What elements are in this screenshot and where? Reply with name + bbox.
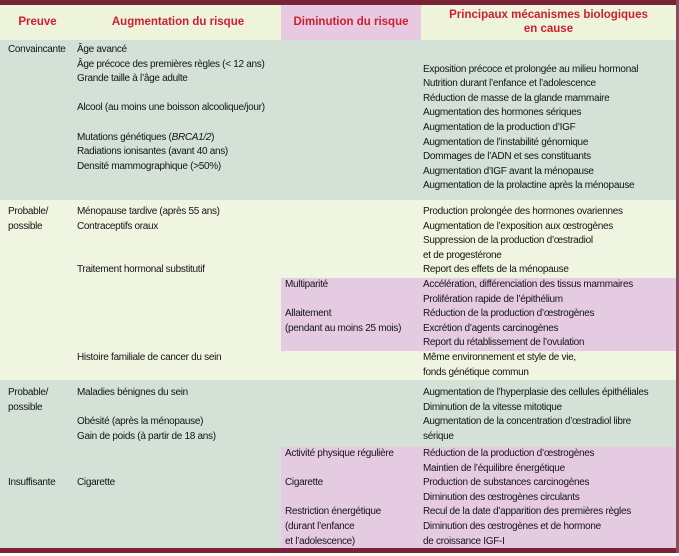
mecanismes-cell <box>421 205 676 278</box>
preuve-cell <box>0 43 75 200</box>
header-preuve <box>0 5 75 40</box>
table-cell-line: Production de substances carcinogènes <box>423 477 590 489</box>
table-cell-line <box>77 401 281 416</box>
table-cell-line: Obésité (après la ménopause) <box>77 416 204 428</box>
band-probable-1-familial <box>0 351 676 380</box>
diminution-cell <box>281 43 421 200</box>
header-mecanismes-label-line1: Principaux mécanismes biologiques <box>449 9 648 21</box>
preuve-cell <box>0 351 75 380</box>
table-cell-line: Accélération, différenciation des tissus mammaires <box>423 279 633 290</box>
table-cell-line: Augmentation de l’exposition aux œstrogènes <box>423 220 613 232</box>
table-cell-line: Augmentation de l’hyperplasie des cellules épithéliales <box>423 387 649 398</box>
table-cell-line: Réduction de la production d’œstrogènes <box>423 308 595 320</box>
table-cell-line <box>77 116 281 131</box>
diminution-cell <box>281 351 421 380</box>
header-augmentation <box>75 5 281 40</box>
band-probable-1-diminution <box>0 278 676 351</box>
augmentation-cell <box>75 43 281 200</box>
table-cell-line: Alcool (au moins une boisson alcoolique/jour) <box>77 102 265 114</box>
augmentation-cell <box>75 205 281 278</box>
table-cell-line: Maintien de l’équilibre énergétique <box>423 462 565 474</box>
table-cell-line: Même environnement et style de vie, <box>423 352 576 363</box>
table-cell-line: Excrétion d’agents carcinogènes <box>423 322 559 334</box>
table-cell-line <box>77 462 281 477</box>
table-cell-line: fonds génétique commun <box>423 366 529 378</box>
diminution-cell <box>281 278 421 351</box>
band-probable-2 <box>0 380 676 445</box>
preuve-cell <box>0 447 75 548</box>
table-cell-line: Augmentation des hormones sériques <box>423 107 582 119</box>
mecanismes-cell <box>421 351 676 380</box>
table-cell-line: Restriction énergétique <box>285 506 381 518</box>
table-cell-line: Contraceptifs oraux <box>77 220 159 232</box>
band-convaincante <box>0 40 676 200</box>
table-cell-line <box>77 249 281 264</box>
table-cell-line: Mutations génétiques (BRCA1/2) <box>77 131 215 143</box>
table-cell-line: possible <box>8 401 43 413</box>
table-cell-line: Cigarette <box>285 477 323 489</box>
diminution-cell <box>281 205 421 278</box>
header-mecanismes <box>421 5 676 40</box>
table-cell-line: Allaitement <box>285 308 332 320</box>
table-cell-line <box>285 293 421 308</box>
table-cell-line: de croissance IGF-I <box>423 535 505 547</box>
band-probable-1 <box>0 200 676 278</box>
table-cell-line: Augmentation d’IGF avant la ménopause <box>423 165 594 177</box>
table-cell-line: Insuffisante <box>8 477 56 489</box>
diminution-cell <box>281 386 421 445</box>
table-cell-line: Probable/ <box>8 387 49 398</box>
table-cell-line: Convaincante <box>8 44 66 55</box>
table-cell-line: Réduction de masse de la glande mammaire <box>423 92 610 104</box>
table-cell-line: Ménopause tardive (après 55 ans) <box>77 206 220 217</box>
augmentation-cell <box>75 447 281 548</box>
table-cell-line <box>77 234 281 249</box>
header-diminution-label: Diminution du risque <box>293 15 409 28</box>
header-mecanismes-label-line2: en cause <box>523 22 574 35</box>
table-cell-line: Réduction de la production d’œstrogènes <box>423 448 595 459</box>
table-cell-line: Dommages de l’ADN et ses constituants <box>423 151 591 163</box>
table-cell-line: Nutrition durant l’enfance et l’adolescence <box>423 78 596 90</box>
band-insuffisante <box>0 445 676 548</box>
table-cell-line: Augmentation de l’instabilité génomique <box>423 136 589 148</box>
table-cell-line <box>423 48 676 63</box>
table-cell-line <box>285 491 421 506</box>
table-cell-line: et de progestérone <box>423 249 502 261</box>
table-cell-line: Activité physique régulière <box>285 448 394 459</box>
mecanismes-cell <box>421 43 676 200</box>
table-cell-line: Âge précoce des premières règles (< 12 ans) <box>77 58 265 70</box>
table-cell-line: sérique <box>423 430 454 442</box>
table-cell-line: Histoire familiale de cancer du sein <box>77 352 222 363</box>
augmentation-cell <box>75 386 281 445</box>
table-cell-line: Radiations ionisantes (avant 40 ans) <box>77 146 228 158</box>
augmentation-cell <box>75 278 281 351</box>
table-cell-line: Maladies bénignes du sein <box>77 387 188 398</box>
table-cell-line <box>77 87 281 102</box>
diminution-cell <box>281 447 421 548</box>
table-cell-line: Report du rétablissement de l’ovulation <box>423 337 585 349</box>
table-cell-line: Augmentation de la concentration d’œstradiol libre <box>423 416 631 428</box>
table-cell-line: Multiparité <box>285 279 328 290</box>
table-cell-line <box>8 462 75 477</box>
table-cell-line: Diminution de la vitesse mitotique <box>423 401 562 413</box>
table-cell-line: Densité mammographique (>50%) <box>77 160 221 172</box>
table-cell-line: Traitement hormonal substitutif <box>77 264 205 276</box>
table-cell-line: Cigarette <box>77 477 115 489</box>
table-cell-line: et l’adolescence) <box>285 535 355 547</box>
table-cell-line: Âge avancé <box>77 44 127 55</box>
mecanismes-cell <box>421 447 676 548</box>
mecanismes-cell <box>421 278 676 351</box>
table-cell-line: possible <box>8 220 43 232</box>
table-header-row <box>0 5 676 40</box>
table-cell-line <box>77 447 281 462</box>
table-cell-line: Suppression de la production d’œstradiol <box>423 235 593 247</box>
table-cell-line: Augmentation de la prolactine après la ménopause <box>423 180 635 192</box>
table-cell-line: Augmentation de la production d’IGF <box>423 121 576 133</box>
table-cell-line: Diminution des œstrogènes et de hormone <box>423 520 601 532</box>
table-cell-line: Diminution des œstrogènes circulants <box>423 491 580 503</box>
mecanismes-cell <box>421 386 676 445</box>
table-cell-line: (pendant au moins 25 mois) <box>285 322 402 334</box>
table-cell-line: Report des effets de la ménopause <box>423 264 569 276</box>
preuve-cell <box>0 205 75 278</box>
augmentation-cell <box>75 351 281 380</box>
preuve-cell <box>0 386 75 445</box>
header-augmentation-label: Augmentation du risque <box>111 15 245 28</box>
table-cell-line <box>8 447 75 462</box>
table-cell-line <box>285 462 421 477</box>
table-cell-line <box>285 336 421 351</box>
header-diminution <box>281 5 421 40</box>
table-cell-line: Gain de poids (à partir de 18 ans) <box>77 430 216 442</box>
table-cell-line: Recul de la date d’apparition des premières règles <box>423 506 631 518</box>
table-cell-line: (durant l’enfance <box>285 520 355 532</box>
table-cell-line: Exposition précoce et prolongée au milieu hormonal <box>423 63 639 75</box>
table-cell-line: Production prolongée des hormones ovariennes <box>423 206 623 217</box>
table-cell-line: Grande taille à l’âge adulte <box>77 73 188 85</box>
table-cell-line: Prolifération rapide de l’épithélium <box>423 293 563 305</box>
header-preuve-label: Preuve <box>18 15 57 28</box>
table-cell-line: Probable/ <box>8 206 49 217</box>
preuve-cell <box>0 278 75 351</box>
